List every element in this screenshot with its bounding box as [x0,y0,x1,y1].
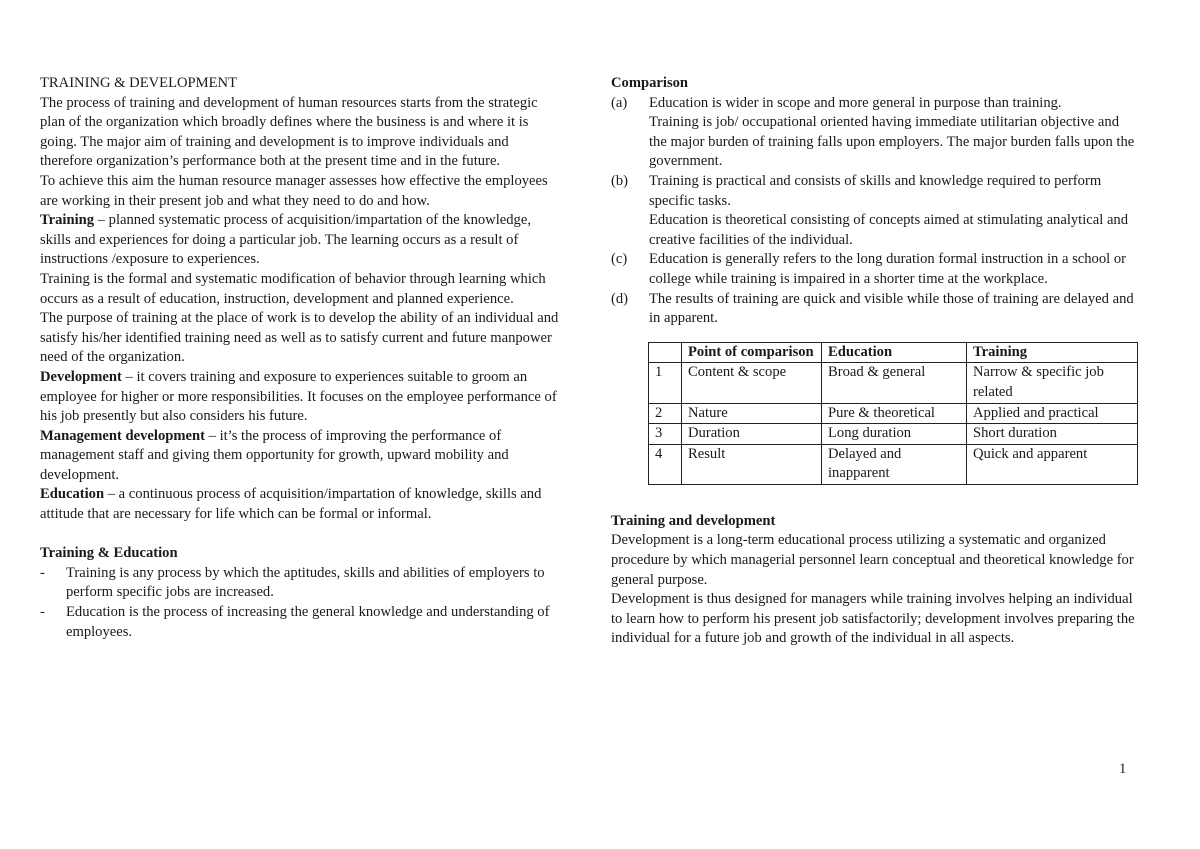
table-cell: 2 [649,403,682,424]
spacer [611,485,1139,512]
left-column [40,74,562,642]
table-row [649,403,1138,424]
management-development-term: Management development [40,427,205,444]
item-b-continuation: Education is theoretical consisting of concepts aimed at stimulating analytical and creative facilities of the individual. [649,212,1129,248]
list-item [40,603,562,642]
intro-paragraph-1: The process of training and development of human resources starts from the strategic plan of the organization which broadly defines where the business is and where it is going. The major aim of training and development is to improve individuals and therefore organization’s performance both at the present time and in the future. [40,94,538,170]
table-cell: Applied and practical [967,403,1138,424]
item-b-text: Training is practical and consists of skills and knowledge required to perform specific tasks. [649,172,1102,209]
spacer [40,525,562,545]
table-cell: Short duration [967,424,1138,445]
table-cell: 1 [649,363,682,403]
training-definition-text: – planned systematic process of acquisition/impartation of the knowledge, skills and experiences for doing a particular job. The learning occurs as a result of instructions /exposure to experiences. [40,212,531,268]
comparison-item-d [611,290,1139,329]
table-header-cell: Training [967,342,1138,363]
item-d-text: The results of training are quick and visible while those of training are delayed and in apparent. [649,290,1134,327]
table-cell: Delayed and inapparent [822,444,967,484]
comparison-item-b [611,172,1139,250]
item-marker: (c) [611,251,628,268]
document-title: TRAINING & DEVELOPMENT [40,75,237,91]
management-development-definition [40,427,562,486]
table-cell: Broad & general [822,363,967,403]
development-definition-text: – it covers training and exposure to experiences suitable to groom an employee for higher or more responsibilities. It focuses on the employee performance of his job presently but also considers his future. [40,368,557,425]
item-c-text: Education is generally refers to the long duration formal instruction in a school or college while training is impaired in a shorter time at the workplace. [649,251,1127,287]
item-marker: (b) [611,172,629,189]
page-number: 1 [1119,761,1127,777]
education-definition [40,485,562,524]
education-definition-text: – a continuous process of acquisition/impartation of knowledge, skills and attitude that are necessary for life which can be formal or informal. [40,486,542,523]
intro-paragraph-2: To achieve this aim the human resource manager assesses how effective the employees are working in their present job and what they need to do and how. [40,172,548,209]
table-header-row [649,342,1138,363]
table-header-cell: Education [822,342,967,363]
comparison-table [648,342,1138,485]
item-a-text: Education is wider in scope and more general in purpose than training. [649,94,1062,111]
dash-bullet: - [40,564,45,581]
table-row [649,424,1138,445]
dash-bullet: - [40,604,45,621]
table-cell: Pure & theoretical [822,403,967,424]
training-term: Training [40,212,95,229]
table-cell: Long duration [822,424,967,445]
item-marker: (d) [611,290,629,307]
list-item-text: Training is any process by which the aptitudes, skills and abilities of employers to perform specific jobs are increased. [66,564,545,601]
table-cell: Narrow & specific job related [967,363,1138,403]
item-a-continuation: Training is job/ occupational oriented having immediate utilitarian objective and the major burden of training falls upon employers. The major burden falls upon the government. [649,114,1135,170]
comparison-item-a [611,94,1139,114]
training-formal-paragraph: Training is the formal and systematic modification of behavior through learning which occurs as a result of education, instruction, development and planned experience. [40,270,546,307]
table-cell: Duration [682,424,822,445]
training-education-heading: Training & Education [40,545,178,562]
development-definition [40,368,562,427]
table-row [649,444,1138,484]
table-cell: Result [682,444,822,484]
right-column [611,74,1139,649]
table-header-cell: Point of comparison [682,342,822,363]
table-cell: Quick and apparent [967,444,1138,484]
table-row [649,363,1138,403]
training-development-heading: Training and development [611,512,776,529]
training-education-list [40,564,562,642]
list-item [40,564,562,603]
training-development-paragraph-2: Development is thus designed for managers while training involves helping an individual to learn how to perform his present job satisfactorily; development involves preparing the individual for a future job and growth of the individual in all aspects. [611,591,1135,647]
table-header-cell [649,342,682,363]
training-purpose-paragraph: The purpose of training at the place of work is to develop the ability of an individual and satisfy his/her identified training need as well as to satisfy current and future manpower need of the organization. [40,310,559,366]
table-cell: 3 [649,424,682,445]
training-definition [40,211,562,270]
table-cell: Content & scope [682,363,822,403]
list-item-text: Education is the process of increasing the general knowledge and understanding of employees. [66,604,550,640]
table-cell: Nature [682,403,822,424]
comparison-item-c [611,250,1139,289]
item-marker: (a) [611,94,628,111]
comparison-heading: Comparison [611,75,689,91]
development-term: Development [40,368,122,385]
education-term: Education [40,486,105,503]
table-cell: 4 [649,444,682,484]
training-development-paragraph-1: Development is a long-term educational process utilizing a systematic and organized procedure by which managerial personnel learn conceptual and theoretical knowledge for general purpose. [611,532,1134,588]
management-development-text: – it’s the process of improving the performance of management staff and giving them opportunity for growth, upward mobility and development. [40,427,509,483]
